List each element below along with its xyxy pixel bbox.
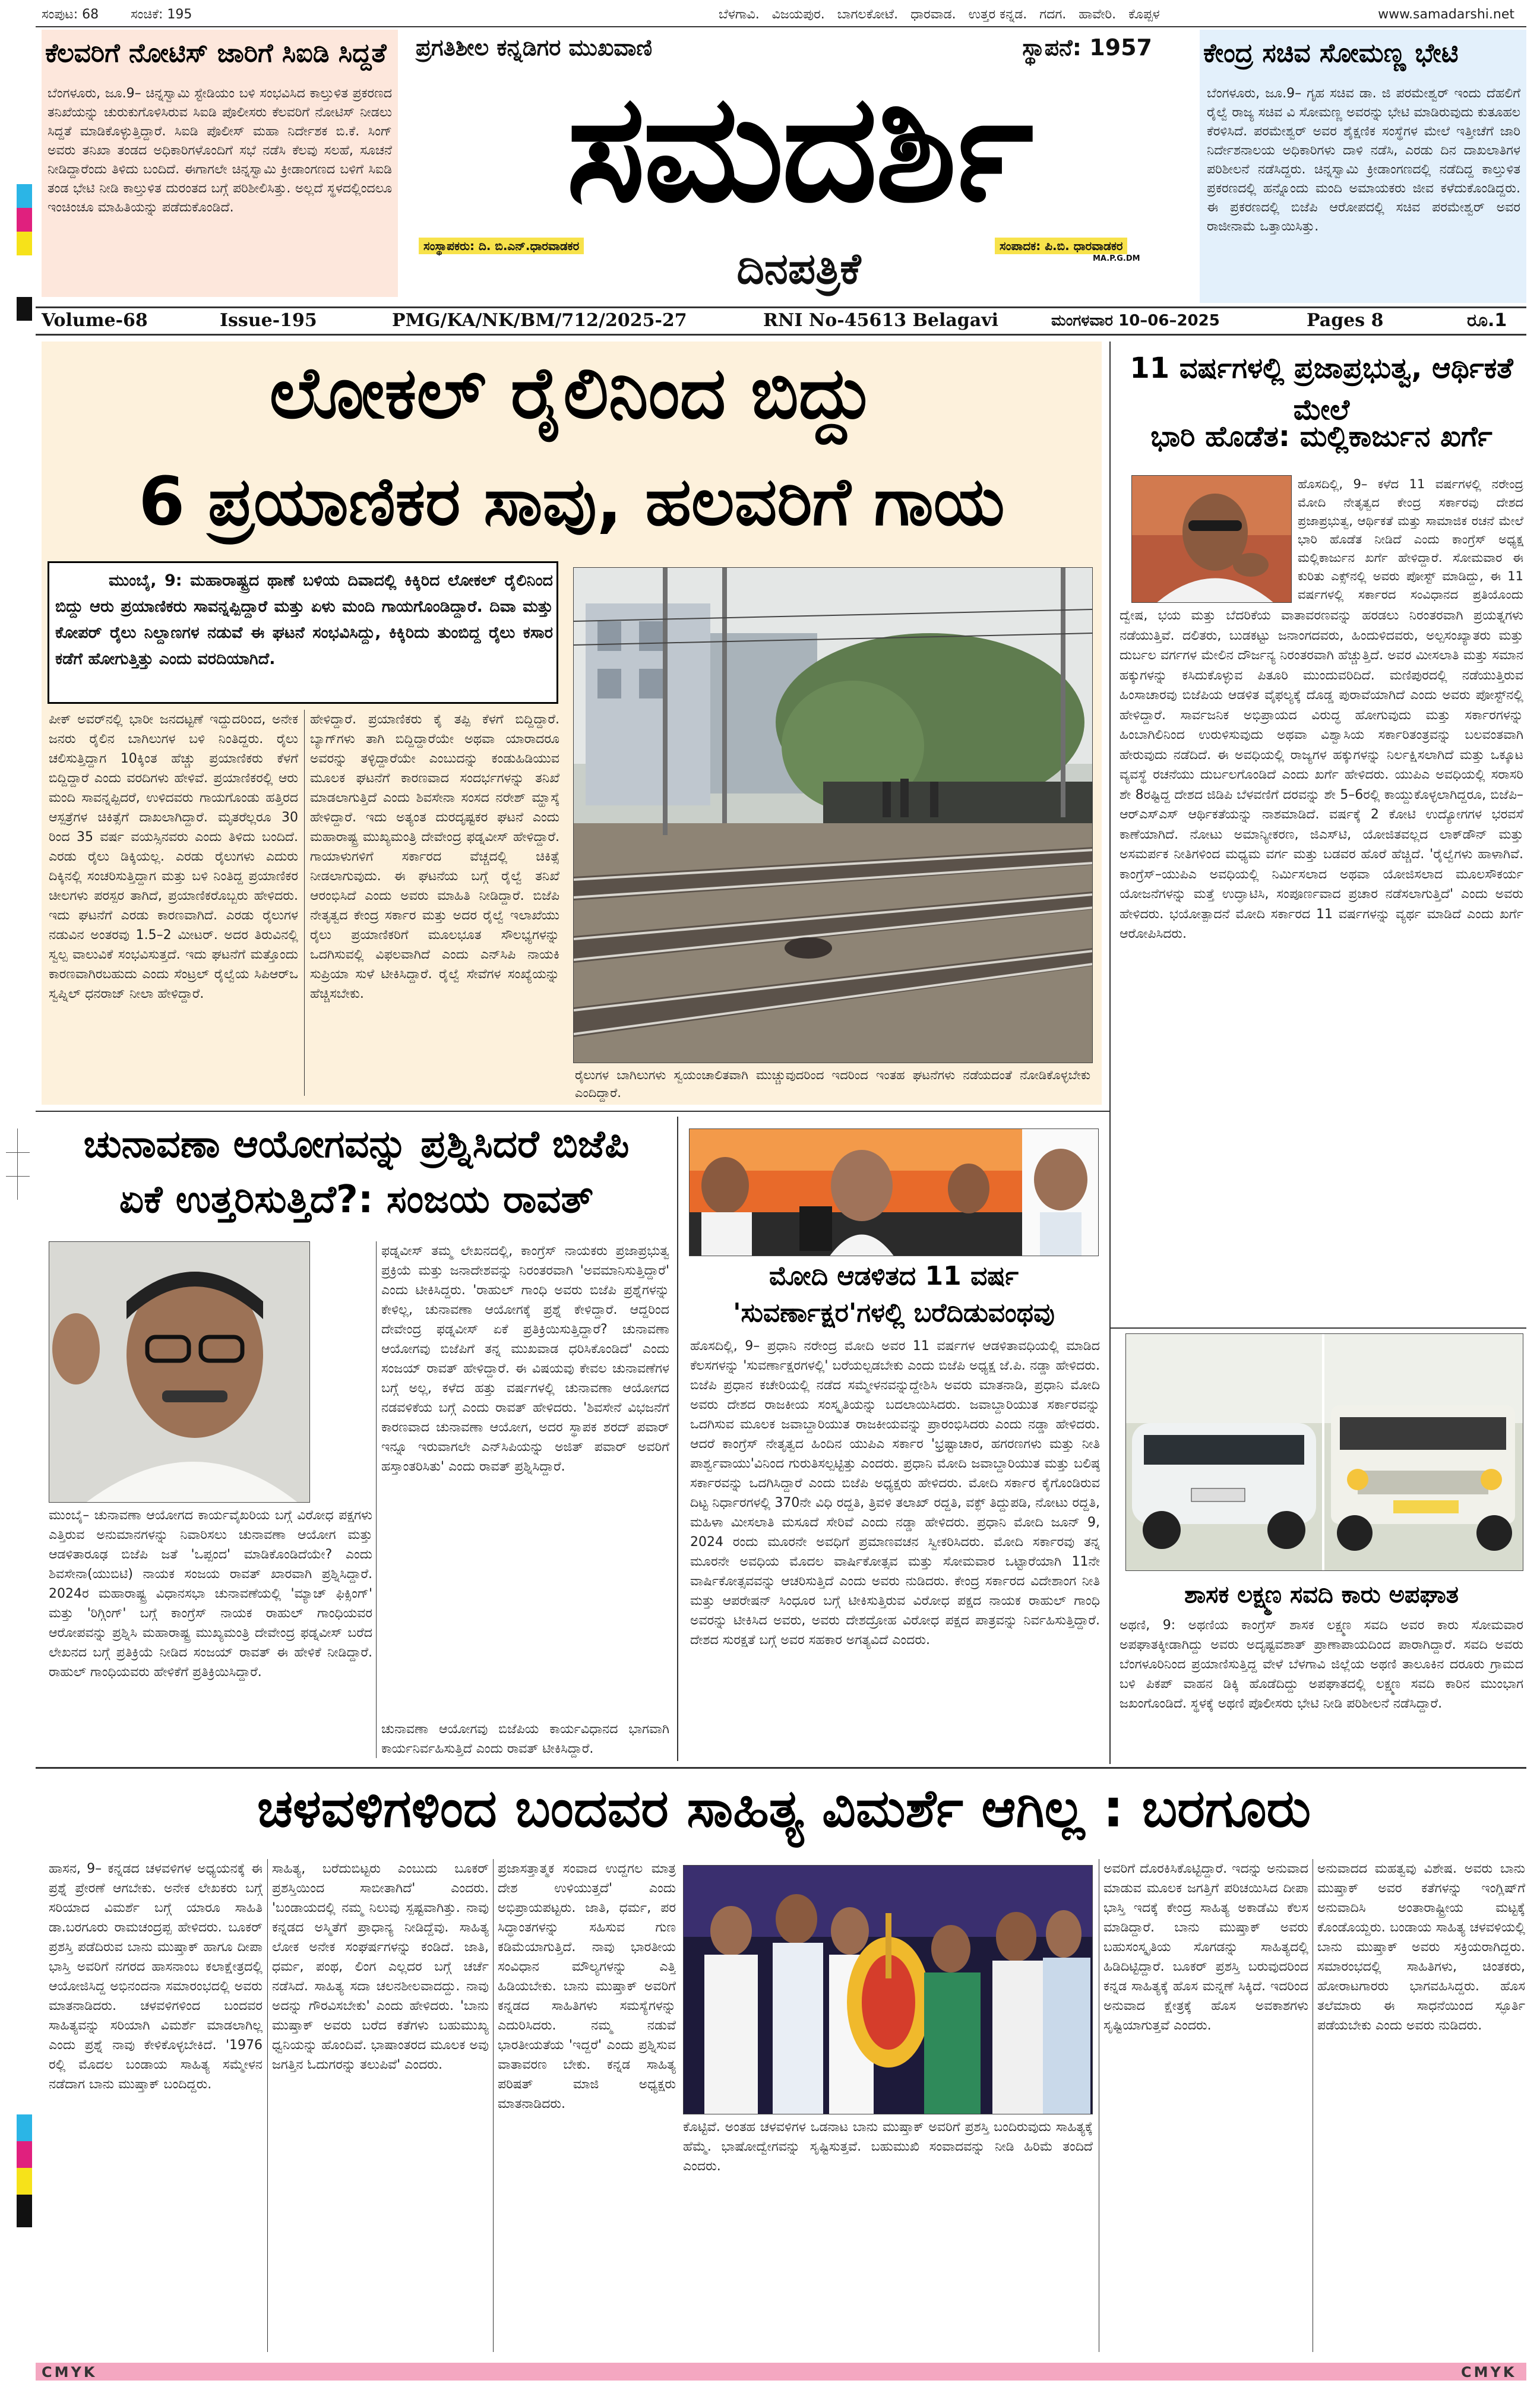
- lead-intro-box: [48, 561, 558, 704]
- cyan-swatch: [17, 184, 32, 208]
- baraguru-top-rule: [36, 1767, 1526, 1769]
- yellow-swatch-2: [17, 2168, 32, 2195]
- masthead-title: ಸಮದರ್ಶಿ: [566, 62, 1032, 235]
- right-teaser-box: [1200, 30, 1526, 303]
- baraguru-column-5: ಅವರಿಗೆ ದೊರಕಿಸಿಕೊಟ್ಟಿದ್ದಾರೆ. ಇದನ್ನು ಅನುವಾದ ಮಾಡುವ ಮೂಲಕ ಜಗತ್ತಿಗೆ ಪರಿಚಯಿಸಿದ ದೀಪಾ ಭಾಸ್ತಿ ಇದಕ್ಕೆ ಕೇಂದ್ರ ಸಾಹಿತ್ಯ ಅಕಾಡೆಮಿ ಕೆಲಸ ಮಾಡಿದ್ದಾರೆ. ಬಾನು ಮುಷ್ತಾಕ್ ಅವರು ಬಹುಸಂಸ್ಕೃತಿಯ ಸೊಗಡನ್ನು ಸಾಹಿತ್ಯದಲ್ಲಿ ಹಿಡಿದಿಟ್ಟಿದ್ದಾರೆ. ಬೂಕರ್ ಪ್ರಶಸ್ತಿ ಬರುವುದರಿಂದ ಕನ್ನಡ ಸಾಹಿತ್ಯಕ್ಕೆ ಹೊಸ ಮನ್ನಣೆ ಸಿಕ್ಕಿದೆ. ಇದರಿಂದ ಅನುವಾದ ಕ್ಷೇತ್ರಕ್ಕೆ ಹೊಸ ಅವಕಾಶಗಳು ಸೃಷ್ಟಿಯಾಗುತ್ತವೆ ಎಂದರು.: [1103, 1861, 1308, 2033]
- savadi-car-photo: [1125, 1333, 1523, 1571]
- baraguru-divider-2: [493, 1859, 494, 2352]
- baraguru-column-1: ಹಾಸನ, 9– ಕನ್ನಡದ ಚಳವಳಿಗಳ ಅಧ್ಯಯನಕ್ಕೆ ಈ ಪ್ರಶ್ನೆ ಪ್ರೇರಣೆ ಆಗಬೇಕು. ಅನೇಕ ಲೇಖಕರು ಬಗ್ಗೆ ಸರಿಯಾದ ವಿಮರ್ಶೆ ಬಗ್ಗೆ ಯಾರೂ ಸಾಹಿತಿ ಡಾ.ಬರಗೂರು ರಾಮಚಂದ್ರಪ್ಪ ಹೇಳಿದರು. ಬೂಕರ್ ಪ್ರಶಸ್ತಿ ಪಡೆದಿರುವ ಬಾನು ಮುಷ್ತಾಕ್ ಹಾಗೂ ದೀಪಾ ಭಾಸ್ತಿ ಅವರಿಗೆ ನಗರದ ಹಾಸನಾಂಬ ಕಲಾಕ್ಷೇತ್ರದಲ್ಲಿ ಆಯೋಜಿಸಿದ್ದ ಅಭಿನಂದನಾ ಸಮಾರಂಭದಲ್ಲಿ ಅವರು ಮಾತನಾಡಿದರು. ಚಳವಳಿಗಳಿಂದ ಬಂದವರ ಸಾಹಿತ್ಯವನ್ನು ಸರಿಯಾಗಿ ವಿಮರ್ಶೆ ಮಾಡಲಾಗಿಲ್ಲ ಎಂದು ಪ್ರಶ್ನೆ ನಾವು ಕೇಳಿಕೊಳ್ಳಬೇಕಿದೆ. '1976 ರಲ್ಲಿ ಮೊದಲ ಬಂಡಾಯ ಸಾಹಿತ್ಯ ಸಮ್ಮೇಳನ ನಡೆದಾಗ ಬಾನು ಮುಷ್ತಾಕ್ ಬಂದಿದ್ದರು.: [49, 1861, 263, 2092]
- website-link[interactable]: www.samadarshi.net: [1378, 7, 1514, 22]
- magenta-swatch-2: [17, 2141, 32, 2168]
- masthead-subtitle: ದಿನಪತ್ರಿಕೆ: [736, 244, 861, 293]
- railway-tracks-image: [574, 568, 1093, 1063]
- raut-photo: [49, 1241, 310, 1503]
- lead-headline-1: ಲೋಕಲ್ ರೈಲಿನಿಂದ ಬಿದ್ದು: [269, 352, 874, 435]
- yellow-swatch: [17, 232, 32, 255]
- info-bar: [42, 309, 1526, 333]
- raut-column-2: ಫಡ್ನವೀಸ್ ತಮ್ಮ ಲೇಖನದಲ್ಲಿ, ಕಾಂಗ್ರೆಸ್ ನಾಯಕರು ಪ್ರಜಾಪ್ರಭುತ್ವ ಪ್ರಕ್ರಿಯೆ ಮತ್ತು ಜನಾದೇಶವನ್ನು ನಿರಂತರವಾಗಿ 'ಅವಮಾನಿಸುತ್ತಿದ್ದಾರೆ' ಎಂದು ಟೀಕಿಸಿದ್ದರು. 'ರಾಹುಲ್ ಗಾಂಧಿ ಅವರು ಬಿಜೆಪಿ ಪ್ರಶ್ನೆಗಳನ್ನು ಕೇಳಿಲ್ಲ, ಚುನಾವಣಾ ಆಯೋಗಕ್ಕೆ ಪ್ರಶ್ನೆ ಕೇಳಿದ್ದಾರೆ. ಆದ್ದರಿಂದ ದೇವೇಂದ್ರ ಫಡ್ನವೀಸ್ ಏಕೆ ಪ್ರತಿಕ್ರಿಯಿಸುತ್ತಿದ್ದಾರೆ? ಚುನಾವಣಾ ಆಯೋಗವು ಬಿಜೆಪಿಗೆ ತನ್ನ ಮುಖವಾಡ ಧರಿಸಿಕೊಂಡಿದೆ' ಎಂದು ಸಂಜಯ್ ರಾವತ್ ಹೇಳಿದ್ದಾರೆ. ಈ ವಿಷಯವು ಕೇವಲ ಚುನಾವಣೆಗಳ ಬಗ್ಗೆ ಅಲ್ಲ, ಕಳೆದ ಹತ್ತು ವರ್ಷಗಳಲ್ಲಿ ಚುನಾವಣಾ ಆಯೋಗದ ನಡವಳಿಕೆಯ ಬಗ್ಗೆ ಎಂದು ರಾವತ್ ಹೇಳಿದರು. 'ಶಿವಸೇನೆ ವಿಭಜನೆಗೆ ಕಾರಣವಾದ ಚುನಾವಣಾ ಆಯೋಗ, ಅದರ ಸ್ಥಾಪಕ ಶರದ್ ಪವಾರ್ ಇನ್ನೂ ಇರುವಾಗಲೇ ಎನ್‌ಸಿಪಿಯನ್ನು ಅಜಿತ್ ಪವಾರ್ ಅವರಿಗೆ ಹಸ್ತಾಂತರಿಸಿತು' ಎಂದು ರಾವತ್ ಪ್ರಶ್ನಿಸಿದ್ದಾರೆ.: [381, 1244, 669, 1474]
- info-date: ಮಂಗಳವಾರ 10–06–2025: [1051, 312, 1220, 330]
- raut-portrait-image: [49, 1242, 310, 1503]
- right-teaser-headline: ಕೇಂದ್ರ ಸಚಿವ ಸೋಮಣ್ಣ ಭೇಟಿ: [1203, 38, 1459, 68]
- footer-bar: [36, 2363, 1526, 2381]
- editor-label: ಸಂಪಾದಕ: ಪಿ.ಬಿ. ಧಾರವಾಡಕರ: [995, 238, 1127, 254]
- press-conference-image: [690, 1129, 1099, 1256]
- info-pages: Pages 8: [1307, 310, 1384, 331]
- left-teaser-body: ಬೆಂಗಳೂರು, ಜೂ.9– ಚಿನ್ನಸ್ವಾಮಿ ಸ್ಟೇಡಿಯಂ ಬಳಿ ಸಂಭವಿಸಿದ ಕಾಲ್ತುಳಿತ ಪ್ರಕರಣದ ತನಿಖೆಯನ್ನು ಚುರುಕುಗೊಳಿಸಿರುವ ಸಿಐಡಿ ಪೊಲೀಸರು ಕೆಲವರಿಗೆ ನೋಟಿಸ್ ನೀಡಲು ಸಿದ್ದತೆ ಮಾಡಿಕೊಳ್ಳುತ್ತಿದ್ದಾರೆ. ಸಿಐಡಿ ಪೊಲೀಸ್ ಮಹಾ ನಿರ್ದೇಶಕ ಬಿ.ಕೆ. ಸಿಂಗ್ ಅವರು ತನಿಖಾ ತಂಡದ ಅಧಿಕಾರಿಗಳೊಂದಿಗೆ ಸಭೆ ನಡೆಸಿ ಕೆಲವು ಸಲಹೆ, ಸೂಚನೆ ನೀಡಿದ್ದಾರೆಂದು ತಿಳಿದು ಬಂದಿದೆ. ಈಗಾಗಲೇ ಚಿನ್ನಸ್ವಾಮಿ ಕ್ರೀಡಾಂಗಣದ ಬಳಿಗೆ ಸಿಐಡಿ ತಂಡ ಭೇಟಿ ನೀಡಿ ಕಾಲ್ತುಳಿತ ದುರಂತದ ಬಗ್ಗೆ ಪರಿಶೀಲಿಸಿತ್ತು. ಅಲ್ಲದೆ ಸ್ಥಳದಲ್ಲಿಂದಲೂ ಇಂಚಿಂಚೂ ಮಾಹಿತಿಯನ್ನು ಪಡೆದುಕೊಂಡಿದೆ.: [48, 86, 392, 215]
- baraguru-column-6: ಅನುವಾದದ ಮಹತ್ವವು ವಿಶೇಷ. ಅವರು ಬಾನು ಮುಷ್ತಾಕ್ ಅವರ ಕತೆಗಳನ್ನು ಇಂಗ್ಲಿಷ್‌ಗೆ ಅನುವಾದಿಸಿ ಅಂತಾರಾಷ್ಟ್ರೀಯ ಮಟ್ಟಕ್ಕೆ ಕೊಂಡೊಯ್ದರು. ಬಂಡಾಯ ಸಾಹಿತ್ಯ ಚಳವಳಿಯಲ್ಲಿ ಬಾನು ಮುಷ್ತಾಕ್ ಅವರು ಸಕ್ರಿಯರಾಗಿದ್ದರು. ಸಮಾರಂಭದಲ್ಲಿ ಸಾಹಿತಿಗಳು, ಚಿಂತಕರು, ಹೋರಾಟಗಾರರು ಭಾಗವಹಿಸಿದ್ದರು. ಹೊಸ ತಲೆಮಾರು ಈ ಸಾಧನೆಯಿಂದ ಸ್ಫೂರ್ತಿ ಪಡೆಯಬೇಕು ಎಂದು ಅವರು ನುಡಿದರು.: [1317, 1861, 1525, 2033]
- baraguru-event-photo: [683, 1865, 1093, 2114]
- right-column-rule: [1109, 342, 1111, 1764]
- felicitation-event-image: [684, 1866, 1093, 2114]
- volume-kn: ಸಂಪುಟ: 68: [42, 7, 99, 22]
- lead-headline-2: 6 ಪ್ರಯಾಣಿಕರ ಸಾವು, ಹಲವರಿಗೆ ಗಾಯ: [138, 463, 1005, 540]
- issue-kn: ಸಂಚಿಕೆ: 195: [131, 7, 192, 22]
- kharge-body-intro: ಹೊಸದಿಲ್ಲಿ, 9– ಕಳೆದ 11 ವರ್ಷಗಳಲ್ಲಿ ನರೇಂದ್ರ ಮೋದಿ ನೇತೃತ್ವದ ಕೇಂದ್ರ ಸರ್ಕಾರವು ದೇಶದ ಪ್ರಜಾಪ್ರಭುತ್ವ, ಆರ್ಥಿಕತೆ ಮತ್ತು ಸಾಮಾಜಿಕ ರಚನೆ ಮೇಲೆ ಭಾರಿ ಹೊಡೆತ ನೀಡಿದೆ ಎಂದು ಕಾಂಗ್ರೆಸ್ ಅಧ್ಯಕ್ಷ ಮಲ್ಲಿಕಾರ್ಜುನ ಖರ್ಗೆ ಹೇಳಿದ್ದಾರೆ. ಸೋಮವಾರ ಈ ಕುರಿತು ಎಕ್ಸ್‌ನಲ್ಲಿ ಅವರು ಪೋಸ್ಟ್ ಮಾಡಿದ್ದು, ಈ 11 ವರ್ಷಗಳಲ್ಲಿ ಸರ್ಕಾರದ ಸಂವಿಧಾನದ ಪ್ರತಿಯೊಂದು: [1298, 477, 1523, 602]
- modi-headline-1: ಮೋದಿ ಆಡಳಿತದ 11 ವರ್ಷ: [769, 1261, 1019, 1291]
- magenta-swatch: [17, 208, 32, 232]
- registration-cross: [6, 1128, 30, 1200]
- modi-story-photo: [689, 1128, 1099, 1256]
- info-rni: RNI No-45613 Belagavi: [763, 310, 999, 331]
- info-registration: PMG/KA/NK/BM/712/2025-27: [392, 310, 687, 331]
- black-swatch-2: [17, 2195, 32, 2227]
- footer-cmyk-right: CMYK: [1461, 2364, 1517, 2381]
- masthead-founded: ಸ್ಥಾಪನೆ: 1957: [1022, 34, 1152, 61]
- masthead-tagline: ಪ್ರಗತಿಶೀಲ ಕನ್ನಡಿಗರ ಮುಖವಾಣಿ: [416, 34, 653, 61]
- savadi-headline: ಶಾಸಕ ಲಕ್ಷ್ಮಣ ಸವದಿ ಕಾರು ಅಪಘಾತ: [1184, 1581, 1459, 1608]
- raut-modi-divider: [677, 1117, 678, 1761]
- baraguru-headline: ಚಳವಳಿಗಳಿಂದ ಬಂದವರ ಸಾಹಿತ್ಯ ವಿಮರ್ಶೆ ಆಗಿಲ್ಲ : ಬರಗೂರು: [257, 1778, 1311, 1839]
- raut-column-2b: ಚುನಾವಣಾ ಆಯೋಗವು ಬಿಜೆಪಿಯ ಕಾರ್ಯವಿಧಾನದ ಭಾಗವಾಗಿ ಕಾರ್ಯನಿರ್ವಹಿಸುತ್ತಿದೆ ಎಂದು ರಾವತ್ ಟೀಕಿಸಿದ್ದಾರೆ.: [381, 1722, 669, 1756]
- kharge-photo: [1131, 475, 1292, 603]
- lead-column-2: ಹೇಳಿದ್ದಾರೆ. ಪ್ರಯಾಣಿಕರು ಕೈ ತಪ್ಪಿ ಕೆಳಗೆ ಬಿದ್ದಿದ್ದಾರೆ. ಬ್ಯಾಗ್‌ಗಳು ತಾಗಿ ಬಿದ್ದಿದ್ದಾರೆಯೇ ಅಥವಾ ಯಾರಾದರೂ ಅವರನ್ನು ತಳ್ಳಿದ್ದಾರೆಯೇ ಎಂಬುದನ್ನು ಕಂಡುಹಿಡಿಯುವ ಮೂಲಕ ಘಟನೆಗೆ ಕಾರಣವಾದ ಸಂದರ್ಭಗಳನ್ನು ತನಿಖೆ ಮಾಡಲಾಗುತ್ತಿದೆ ಎಂದು ಶಿವಸೇನಾ ಸಂಸದ ನರೇಶ್ ಮ್ಹಾಸ್ಕೆ ಹೇಳಿದ್ದಾರೆ. ಇದು ಅತ್ಯಂತ ದುರದೃಷ್ಟಕರ ಘಟನೆ ಎಂದು ಮಹಾರಾಷ್ಟ್ರ ಮುಖ್ಯಮಂತ್ರಿ ದೇವೇಂದ್ರ ಫಡ್ನವೀಸ್ ಹೇಳಿದ್ದಾರೆ. ಗಾಯಾಳುಗಳಿಗೆ ಸರ್ಕಾರದ ವೆಚ್ಚದಲ್ಲಿ ಚಿಕಿತ್ಸೆ ನೀಡಲಾಗುವುದು. ಈ ಘಟನೆಯ ಬಗ್ಗೆ ರೈಲ್ವೆ ತನಿಖೆ ಆರಂಭಿಸಿದೆ ಎಂದು ಅವರು ಮಾಹಿತಿ ನೀಡಿದ್ದಾರೆ. ಬಿಜೆಪಿ ನೇತೃತ್ವದ ಕೇಂದ್ರ ಸರ್ಕಾರ ಮತ್ತು ಅದರ ರೈಲ್ವೆ ಇಲಾಖೆಯು ರೈಲು ಪ್ರಯಾಣಿಕರಿಗೆ ಮೂಲಭೂತ ಸೌಲಭ್ಯಗಳನ್ನು ಒದಗಿಸುವಲ್ಲಿ ವಿಫಲವಾಗಿದೆ ಎಂದು ಎನ್‌ಸಿಪಿ ನಾಯಕಿ ಸುಪ್ರಿಯಾ ಸುಳೆ ಟೀಕಿಸಿದ್ದಾರೆ. ರೈಲ್ವೆ ಸೇವೆಗಳ ಸಂಖ್ಯೆಯನ್ನು ಹೆಚ್ಚಿಸಬೇಕು.: [310, 712, 559, 1001]
- info-bar-top-rule: [36, 306, 1526, 308]
- info-bar-bottom-rule: [36, 334, 1526, 336]
- black-swatch: [17, 297, 32, 321]
- kharge-bottom-rule: [1111, 1327, 1526, 1329]
- baraguru-photo-caption: ಕೊಟ್ಟಿವೆ. ಅಂತಹ ಚಳವಳಿಗಳ ಒಡನಾಟ ಬಾನು ಮುಷ್ತಾಕ್ ಅವರಿಗೆ ಪ್ರಶಸ್ತಿ ಬಂದಿರುವುದು ಸಾಹಿತ್ಯಕ್ಕೆ ಹೆಮ್ಮೆ. ಭಾಷೋದ್ವೇಗವನ್ನು ಸೃಷ್ಟಿಸುತ್ತವೆ. ಬಹುಮುಖಿ ಸಂವಾದವನ್ನು ನೀಡಿ ಹಿರಿಮೆ ತಂದಿದೆ ಎಂದರು.: [683, 2120, 1093, 2174]
- kharge-body: ದ್ವೇಷ, ಭಯ ಮತ್ತು ಬೆದರಿಕೆಯ ವಾತಾವರಣವನ್ನು ಹರಡಲು ನಿರಂತರವಾಗಿ ಪ್ರಯತ್ನಗಳು ನಡೆಯುತ್ತಿವೆ. ದಲಿತರು, ಬುಡಕಟ್ಟು ಜನಾಂಗದವರು, ಹಿಂದುಳಿದವರು, ಅಲ್ಪಸಂಖ್ಯಾತರು ಮತ್ತು ದುರ್ಬಲ ವರ್ಗಗಳ ಮೇಲಿನ ದೌರ್ಜನ್ಯ ನಿರಂತರವಾಗಿ ಹೆಚ್ಚುತ್ತಿದೆ. ಅವರ ಮೀಸಲಾತಿ ಮತ್ತು ಸಮಾನ ಹಕ್ಕುಗಳನ್ನು ಕಸಿದುಕೊಳ್ಳುವ ಪಿತೂರಿ ಮುಂದುವರಿದಿದೆ. ಮಣಿಪುರದಲ್ಲಿ ನಡೆಯುತ್ತಿರುವ ಹಿಂಸಾಚಾರವು ಬಿಜೆಪಿಯ ಆಡಳಿತ ವೈಫಲ್ಯಕ್ಕೆ ದೊಡ್ಡ ಪುರಾವೆಯಾಗಿದೆ ಎಂದು ಅವರು ಪೋಸ್ಟ್‌ನಲ್ಲಿ ಹೇಳಿದ್ದಾರೆ. ಸಾರ್ವಜನಿಕ ಅಭಿಪ್ರಾಯದ ವಿರುದ್ಧ ಹೋಗುವುದು ಮತ್ತು ಸರ್ಕಾರಗಳನ್ನು ಹಿಂಬಾಗಿಲಿನಿಂದ ಉರುಳಿಸುವುದು ಅಥವಾ ವಿಶ್ವಾಸಿಯ ಸರ್ಕಾರಿತಂತ್ರವನ್ನು ಬಲವಂತವಾಗಿ ಹೇರುವುದು ನಡೆದಿದೆ. ಈ ಅವಧಿಯಲ್ಲಿ ರಾಜ್ಯಗಳ ಹಕ್ಕುಗಳನ್ನು ನಿರ್ಲಕ್ಷಿಸಲಾಗಿದೆ ಮತ್ತು ಒಕ್ಕೂಟ ವ್ಯವಸ್ಥೆ ರಚನೆಯು ದುರ್ಬಲಗೊಂಡಿದೆ ಎಂದು ಖರ್ಗೆ ಹೇಳಿದರು. ಯುಪಿಎ ಅವಧಿಯಲ್ಲಿ ಸರಾಸರಿ ಶೇ 8ರಷ್ಟಿದ್ದ ದೇಶದ ಜಿಡಿಪಿ ಬೆಳವಣಿಗೆ ದರವನ್ನು ಶೇ 5–6ರಲ್ಲಿ ಕಾಯ್ದುಕೊಳ್ಳಲಾಗಿದ್ದರೂ, ಬಿಜೆಪಿ–ಆರ್‌ಎಸ್‌ಎಸ್ ಆರ್ಥಿಕತೆಯನ್ನು ನಾಶಮಾಡಿದೆ. ವರ್ಷಕ್ಕೆ 2 ಕೋಟಿ ಉದ್ಯೋಗಗಳ ಭರವಸೆ ಕಾಣೆಯಾಗಿದೆ. ನೋಟು ಅಮಾನ್ಯೀಕರಣ, ಜಿಎಸ್‌ಟಿ, ಯೋಜಿತವಲ್ಲದ ಲಾಕ್‌ಡೌನ್ ಮತ್ತು ಅಸಮರ್ಪಕ ನೀತಿಗಳಿಂದ ಮಧ್ಯಮ ವರ್ಗ ಮತ್ತು ಬಡವರ ಹೊರೆ ಹೆಚ್ಚಿದೆ. 'ರೈಲ್ವೆಗಳು ಹಾಳಾಗಿವೆ. ಕಾಂಗ್ರೆಸ್–ಯುಪಿಎ ಅವಧಿಯಲ್ಲಿ ನಿರ್ಮಿಸಲಾದ ಅಥವಾ ಯೋಜಿಸಲಾದ ಮೂಲಸೌಕರ್ಯ ಯೋಜನೆಗಳನ್ನು ಮತ್ತೆ ಉದ್ಘಾಟಿಸಿ, ಸಂಪೂರ್ಣವಾದ ಪ್ರಚಾರ ನಡೆಸಲಾಗುತ್ತಿದೆ' ಎಂದು ಅವರು ಹೇಳಿದರು. ಭಯೋತ್ಪಾದನೆ ಮೋದಿ ಸರ್ಕಾರದ 11 ವರ್ಷಗಳನ್ನು ವ್ಯರ್ಥ ಮಾಡಿದೆ ಎಂದು ಖರ್ಗೆ ಆರೋಪಿಸಿದರು.: [1120, 608, 1523, 941]
- baraguru-divider-1: [267, 1859, 268, 2352]
- savadi-body: ಅಥಣಿ, 9: ಅಥಣಿಯ ಕಾಂಗ್ರೆಸ್ ಶಾಸಕ ಲಕ್ಷ್ಮಣ ಸವದಿ ಅವರ ಕಾರು ಸೋಮವಾರ ಅಪಘಾತಕ್ಕೀಡಾಗಿದ್ದು ಅವರು ಅದೃಷ್ಟವಶಾತ್ ಪ್ರಾಣಾಪಾಯದಿಂದ ಪಾರಾಗಿದ್ದಾರೆ. ಸವದಿ ಅವರು ಬೆಂಗಳೂರಿನಿಂದ ಪ್ರಯಾಣಿಸುತ್ತಿದ್ದ ವೇಳೆ ಬೆಳಗಾವಿ ಜಿಲ್ಲೆಯ ಅಥಣಿ ತಾಲೂಕಿನ ದರೂರು ಗ್ರಾಮದ ಬಳಿ ಪಿಕಪ್ ವಾಹನ ಡಿಕ್ಕಿ ಹೊಡೆದಿದ್ದು ಅಪಘಾತದಲ್ಲಿ ಲಕ್ಷ್ಮಣ ಸವದಿ ಕಾರಿನ ಮುಂಭಾಗ ಜಖಂಗೊಂಡಿದೆ. ಸ್ಥಳಕ್ಕೆ ಅಥಣಿ ಪೊಲೀಸರು ಭೇಟಿ ನೀಡಿ ಪರಿಶೀಲನೆ ನಡೆಸಿದ್ದಾರೆ.: [1120, 1618, 1523, 1711]
- lead-column-1: ಪೀಕ್ ಅವರ್‌ನಲ್ಲಿ ಭಾರೀ ಜನದಟ್ಟಣೆ ಇದ್ದುದರಿಂದ, ಅನೇಕ ಜನರು ರೈಲಿನ ಬಾಗಿಲುಗಳ ಬಳಿ ನಿಂತಿದ್ದರು. ರೈಲು ಚಲಿಸುತ್ತಿದ್ದಾಗ 10ಕ್ಕಿಂತ ಹೆಚ್ಚು ಪ್ರಯಾಣಿಕರು ಕೆಳಗೆ ಬಿದ್ದಿದ್ದಾರೆ ಎಂದು ವರದಿಗಳು ಹೇಳಿವೆ. ಪ್ರಯಾಣಿಕರಲ್ಲಿ ಆರು ಮಂದಿ ಸಾವನ್ನಪ್ಪಿದರೆ, ಉಳಿದವರು ಗಾಯಗೊಂಡು ಹತ್ತಿರದ ಆಸ್ಪತ್ರೆಗಳ ಚಿಕಿತ್ಸೆಗೆ ದಾಖಲಾಗಿದ್ದಾರೆ. ಮೃತರೆಲ್ಲರೂ 30 ರಿಂದ 35 ವರ್ಷ ವಯಸ್ಸಿನವರು ಎಂದು ತಿಳಿದು ಬಂದಿದೆ. ಎರಡು ರೈಲು ಡಿಕ್ಕಿಯಲ್ಲ. ಎರಡು ರೈಲುಗಳು ಎದುರು ದಿಕ್ಕಿನಲ್ಲಿ ಸಂಚರಿಸುತ್ತಿದ್ದಾಗ ಮತ್ತು ಬಳಿ ನಿಂತಿದ್ದ ಪ್ರಯಾಣಿಕರ ಚೀಲಗಳು ಪರಸ್ಪರ ತಾಗಿದೆ, ಪ್ರಯಾಣಿಕರೊಬ್ಬರು ಹೇಳಿದರು. ಇದು ಘಟನೆಗೆ ಎರಡು ಕಾರಣವಾಗಿದೆ. ಎರಡು ರೈಲುಗಳ ನಡುವಿನ ಅಂತರವು 1.5–2 ಮೀಟರ್. ಅದರ ತಿರುವಿನಲ್ಲಿ ಸ್ವಲ್ಪ ವಾಲುವಿಕೆ ಸಂಭವಿಸುತ್ತದೆ. ಇದು ಘಟನೆಗೆ ಮತ್ತೊಂದು ಕಾರಣವಾಗಿರಬಹುದು ಎಂದು ಸೆಂಟ್ರಲ್ ರೈಲ್ವೆಯ ಸಿಪಿಆರ್‌ಒ ಸ್ವಪ್ನಿಲ್ ಧನರಾಜ್ ನೀಲಾ ಹೇಳಿದ್ದಾರೆ.: [49, 712, 298, 1001]
- top-strip-rule: [36, 26, 1526, 27]
- lead-photo-caption: ರೈಲುಗಳ ಬಾಗಿಲುಗಳು ಸ್ವಯಂಚಾಲಿತವಾಗಿ ಮುಚ್ಚುವುದರಿಂದ ಇದರಿಂದ ಇಂತಹ ಘಟನೆಗಳು ನಡೆಯದಂತೆ ನೋಡಿಕೊಳ್ಳಬೇಕು ಎಂದಿದ್ದಾರೆ.: [575, 1068, 1090, 1100]
- lead-bottom-rule: [36, 1111, 1109, 1112]
- right-teaser-body: ಬೆಂಗಳೂರು, ಜೂ.9– ಗೃಹ ಸಚಿವ ಡಾ. ಜಿ ಪರಮೇಶ್ವರ್ ಇಂದು ದೆಹಲಿಗೆ ರೈಲ್ವೆ ರಾಜ್ಯ ಸಚಿವ ವಿ ಸೋಮಣ್ಣ ಅವರನ್ನು ಭೇಟಿ ಮಾಡಿರುವುದು ಕುತೂಹಲ ಕೆರಳಿಸಿದೆ. ಪರಮೇಶ್ವರ್ ಅವರ ಶೈಕ್ಷಣಿಕ ಸಂಸ್ಥೆಗಳ ಮೇಲೆ ಇತ್ತೀಚೆಗೆ ಜಾರಿ ನಿರ್ದೇಶನಾಲಯ ಅಧಿಕಾರಿಗಳು ದಾಳಿ ನಡೆಸಿ, ಎರಡು ದಿನ ದಾಖಲಾತಿಗಳ ಪರಿಶೀಲನೆ ನಡೆಸಿದ್ದರು. ಚಿನ್ನಸ್ವಾಮಿ ಕ್ರೀಡಾಂಗಣದಲ್ಲಿ ನಡೆದಿದ್ದ ಕಾಲ್ತುಳಿತ ಪ್ರಕರಣದಲ್ಲಿ ಹನ್ನೊಂದು ಮಂದಿ ಅಮಾಯಕರು ಜೀವ ಕಳೆದುಕೊಂಡಿದ್ದರು. ಈ ಪ್ರಕರಣದಲ್ಲಿ ಬಿಜೆಪಿ ಆರೋಪದಲ್ಲಿ ಸಚಿವ ಪರಮೇಶ್ವರ್ ಅವರ ರಾಜೀನಾಮೆ ಒತ್ತಾಯಿಸಿತ್ತು.: [1207, 86, 1520, 234]
- masthead: [404, 30, 1194, 303]
- founder-label: ಸಂಸ್ಥಾಪಕರು: ದಿ. ಬಿ.ಎನ್.ಧಾರವಾಡಕರ: [419, 238, 584, 254]
- baraguru-column-2: ಸಾಹಿತ್ಯ, ಬರೆದುಬಿಟ್ಟರು ಎಂಬುದು ಬೂಕರ್ ಪ್ರಶಸ್ತಿಯಿಂದ ಸಾಬೀತಾಗಿದೆ' ಎಂದರು. 'ಬಂಡಾಯದಲ್ಲಿ ನಮ್ಮ ನಿಲುವು ಸ್ಪಷ್ಟವಾಗಿತ್ತು. ನಾವು ಕನ್ನಡದ ಅಸ್ಮಿತೆಗೆ ಪ್ರಾಧಾನ್ಯ ನೀಡಿದ್ದೆವು. ಸಾಹಿತ್ಯ ಲೋಕ ಅನೇಕ ಸಂಘರ್ಷಗಳನ್ನು ಕಂಡಿದೆ. ಜಾತಿ, ಧರ್ಮ, ಪಂಥ, ಲಿಂಗ ಎಲ್ಲದರ ಬಗ್ಗೆ ಚರ್ಚೆ ನಡೆಸಿದೆ. ಸಾಹಿತ್ಯ ಸದಾ ಚಲನಶೀಲವಾದದ್ದು. ನಾವು ಅದನ್ನು ಗೌರವಿಸಬೇಕು' ಎಂದು ಹೇಳಿದರು. 'ಬಾನು ಮುಷ್ತಾಕ್ ಅವರು ಬರೆದ ಕತೆಗಳು ಬಹುಮುಖ್ಯ ಧ್ವನಿಯನ್ನು ಹೊಂದಿವೆ. ಭಾಷಾಂತರದ ಮೂಲಕ ಅವು ಜಗತ್ತಿನ ಓದುಗರನ್ನು ತಲುಪಿವೆ' ಎಂದರು.: [272, 1861, 489, 2072]
- top-strip: [42, 5, 1526, 26]
- kharge-headline-1: 11 ವರ್ಷಗಳಲ್ಲಿ ಪ್ರಜಾಪ್ರಭುತ್ವ, ಆರ್ಥಿಕತೆ ಮೇಲೆ: [1130, 352, 1513, 426]
- left-teaser-box: [42, 30, 398, 297]
- info-volume: Volume-68: [42, 310, 148, 331]
- lead-col-divider-1: [304, 710, 305, 1096]
- raut-column-1: ಮುಂಬೈ– ಚುನಾವಣಾ ಆಯೋಗದ ಕಾರ್ಯವೈಖರಿಯ ಬಗ್ಗೆ ವಿರೋಧ ಪಕ್ಷಗಳು ಎತ್ತಿರುವ ಅನುಮಾನಗಳನ್ನು ನಿವಾರಿಸಲು ಚುನಾವಣಾ ಆಯೋಗ ಮತ್ತು ಆಡಳಿತಾರೂಢ ಬಿಜೆಪಿ ಜತೆ 'ಒಪ್ಪಂದ' ಮಾಡಿಕೊಂಡಿದೆಯೇ? ಎಂದು ಶಿವಸೇನಾ(ಯುಬಿಟಿ) ನಾಯಕ ಸಂಜಯ ರಾವತ್ ಖಾರವಾಗಿ ಪ್ರಶ್ನಿಸಿದ್ದಾರೆ. 2024ರ ಮಹಾರಾಷ್ಟ್ರ ವಿಧಾನಸಭಾ ಚುನಾವಣೆಯಲ್ಲಿ 'ಮ್ಯಾಚ್ ಫಿಕ್ಸಿಂಗ್' ಮತ್ತು 'ರಿಗ್ಗಿಂಗ್' ಬಗ್ಗೆ ಕಾಂಗ್ರೆಸ್ ನಾಯಕ ರಾಹುಲ್ ಗಾಂಧಿಯವರ ಆರೋಪವನ್ನು ಪ್ರಶ್ನಿಸಿ ಮಹಾರಾಷ್ಟ್ರ ಮುಖ್ಯಮಂತ್ರಿ ದೇವೇಂದ್ರ ಫಡ್ನವೀಸ್ ಬರೆದ ಲೇಖನದ ಬಗ್ಗೆ ಪ್ರತಿಕ್ರಿಯೆ ನೀಡಿದ ಸಂಜಯ್ ರಾವತ್ ಈ ಹೇಳಿಕೆ ನೀಡಿದ್ದಾರೆ. ರಾಹುಲ್ ಗಾಂಧಿಯವರು ಹೇಳಿಕೆಗೆ ಪ್ರತಿಕ್ರಿಯಿಸಿದ್ದಾರೆ.: [49, 1508, 372, 1680]
- modi-headline-2: 'ಸುವರ್ಣಾಕ್ಷರ'ಗಳಲ್ಲಿ ಬರೆದಿಡುವಂಥವು: [733, 1298, 1055, 1328]
- editor-degree: MA.P.G.DM: [1093, 254, 1140, 263]
- footer-cmyk-left: CMYK: [42, 2364, 97, 2381]
- info-price: ರೂ.1: [1467, 310, 1507, 331]
- raut-col-divider: [376, 1241, 377, 1758]
- baraguru-column-3: ಪ್ರಜಾಸತ್ತಾತ್ಮಕ ಸಂವಾದ ಉದ್ದಗಲ ಮಾತ್ರ ದೇಶ ಉಳಿಯುತ್ತದೆ' ಎಂದು ಅಭಿಪ್ರಾಯಪಟ್ಟರು. ಜಾತಿ, ಧರ್ಮ, ಪರ ಸಿದ್ಧಾಂತಗಳನ್ನು ಸಹಿಸುವ ಗುಣ ಕಡಿಮೆಯಾಗುತ್ತಿದೆ. ನಾವು ಭಾರತೀಯ ಸಂವಿಧಾನ ಮೌಲ್ಯಗಳನ್ನು ಎತ್ತಿ ಹಿಡಿಯಬೇಕು. ಬಾನು ಮುಷ್ತಾಕ್ ಅವರಿಗೆ ಕನ್ನಡದ ಸಾಹಿತಿಗಳು ಸಮಸ್ಯೆಗಳನ್ನು ಎದುರಿಸಿದರು. ನಮ್ಮ ನಡುವೆ ಭಾರತೀಯತೆಯ 'ಇದ್ದರೆ' ಎಂದು ಪ್ರಶ್ನಿಸುವ ವಾತಾವರಣ ಬೇಕು. ಕನ್ನಡ ಸಾಹಿತ್ಯ ಪರಿಷತ್ ಮಾಜಿ ಅಧ್ಯಕ್ಷರು ಮಾತನಾಡಿದರು.: [498, 1861, 676, 2111]
- cyan-swatch-2: [17, 2114, 32, 2141]
- lead-intro: ಮುಂಬೈ, 9: ಮಹಾರಾಷ್ಟ್ರದ ಥಾಣೆ ಬಳಿಯ ದಿವಾದಲ್ಲಿ ಕಿಕ್ಕಿರಿದ ಲೋಕಲ್ ರೈಲಿನಿಂದ ಬಿದ್ದು ಆರು ಪ್ರಯಾಣಿಕರು ಸಾವನ್ನಪ್ಪಿದ್ದಾರೆ ಮತ್ತು ಏಳು ಮಂದಿ ಗಾಯಗೊಂಡಿದ್ದಾರೆ. ದಿವಾ ಮತ್ತು ಕೋಪರ್ ರೈಲು ನಿಲ್ದಾಣಗಳ ನಡುವೆ ಈ ಘಟನೆ ಸಂಭವಿಸಿದ್ದು, ಕಿಕ್ಕಿರಿದು ತುಂಬಿದ್ದ ರೈಲು ಕಸಾರ ಕಡೆಗೆ ಹೋಗುತ್ತಿತ್ತು ಎಂದು ವರದಿಯಾಗಿದೆ.: [55, 571, 553, 668]
- damaged-cars-image: [1126, 1334, 1523, 1571]
- kharge-headline-2: ಭಾರಿ ಹೊಡೆತ: ಮಲ್ಲಿಕಾರ್ಜುನ ಖರ್ಗೆ: [1150, 420, 1492, 453]
- train-accident-photo: [573, 567, 1093, 1063]
- cmyk-marks-bottom: [17, 2114, 32, 2233]
- kharge-portrait-image: [1132, 476, 1292, 603]
- modi-body: ಹೊಸದಿಲ್ಲಿ, 9– ಪ್ರಧಾನಿ ನರೇಂದ್ರ ಮೋದಿ ಅವರ 11 ವರ್ಷಗಳ ಆಡಳಿತಾವಧಿಯಲ್ಲಿ ಮಾಡಿದ ಕೆಲಸಗಳನ್ನು 'ಸುವರ್ಣಾಕ್ಷರಗಳಲ್ಲಿ' ಬರೆಯಲ್ಪಡಬೇಕು ಎಂದು ಬಿಜೆಪಿ ಅಧ್ಯಕ್ಷ ಜೆ.ಪಿ. ನಡ್ಡಾ ಹೇಳಿದರು. ಬಿಜೆಪಿ ಪ್ರಧಾನ ಕಚೇರಿಯಲ್ಲಿ ನಡೆದ ಸಮ್ಮೇಳನವನ್ನುದ್ದೇಶಿಸಿ ಅವರು ಮಾತನಾಡಿ, ಪ್ರಧಾನಿ ಮೋದಿ ಅವರು ದೇಶದ ರಾಜಕೀಯ ಸಂಸ್ಕೃತಿಯನ್ನು ಬದಲಾಯಿಸಿದರು. ಜವಾಬ್ದಾರಿಯುತ ಸರ್ಕಾರವನ್ನು ಒದಗಿಸುವ ಮೂಲಕ ಜವಾಬ್ದಾರಿಯುತ ರಾಜಕೀಯವನ್ನು ಪ್ರಾರಂಭಿಸಿದರು ಎಂದು ನಡ್ಡಾ ಹೇಳಿದರು. ಆದರೆ ಕಾಂಗ್ರೆಸ್ ನೇತೃತ್ವದ ಹಿಂದಿನ ಯುಪಿಎ ಸರ್ಕಾರ 'ಭ್ರಷ್ಟಾಚಾರ, ಹಗರಣಗಳು ಮತ್ತು ನೀತಿ ಪಾರ್ಶ್ವವಾಯು'ವಿನಿಂದ ಗುರುತಿಸಲ್ಪಟ್ಟಿತ್ತು ಎಂದರು. ಪ್ರಧಾನಿ ಮೋದಿ ಜವಾಬ್ದಾರಿಯುತ ಮತ್ತು ಬಲಿಷ್ಠ ಸರ್ಕಾರವನ್ನು ಒದಗಿಸಿದ್ದಾರೆ ಎಂದು ಬಿಜೆಪಿ ಅಧ್ಯಕ್ಷರು ಹೇಳಿದರು. ಮೋದಿ ಸರ್ಕಾರ ಕೈಗೊಂಡಿರುವ ದಿಟ್ಟ ನಿರ್ಧಾರಗಳಲ್ಲಿ 370ನೇ ವಿಧಿ ರದ್ದತಿ, ತ್ರಿವಳಿ ತಲಾಖ್ ರದ್ದತಿ, ವಕ್ಫ್ ತಿದ್ದುಪಡಿ, ನೋಟು ರದ್ದತಿ, ಮಹಿಳಾ ಮೀಸಲಾತಿ ಮಸೂದೆ ಸೇರಿವೆ ಎಂದು ನಡ್ಡಾ ಹೇಳಿದರು. ಪ್ರಧಾನಿ ಮೋದಿ ಜೂನ್ 9, 2024 ರಂದು ಮೂರನೇ ಅವಧಿಗೆ ಪ್ರಮಾಣವಚನ ಸ್ವೀಕರಿಸಿದರು. ಮೋದಿ ಸರ್ಕಾರವು ತನ್ನ ಮೂರನೇ ಅವಧಿಯ ಮೊದಲ ವಾರ್ಷಿಕೋತ್ಸವ ಮತ್ತು ಸೋಮವಾರ ಒಟ್ಟಾರೆಯಾಗಿ 11ನೇ ವಾರ್ಷಿಕೋತ್ಸವವನ್ನು ಆಚರಿಸುತ್ತಿದೆ ಎಂದು ಅವರು ನುಡಿದರು. ಕೇಂದ್ರ ಸರ್ಕಾರದ ವಿದೇಶಾಂಗ ನೀತಿ ಮತ್ತು ಆಪರೇಷನ್ ಸಿಂಧೂರ ಬಗ್ಗೆ ಟೀಕಿಸುತ್ತಿರುವ ವಿರೋಧ ಪಕ್ಷದ ನಾಯಕ ರಾಹುಲ್ ಗಾಂಧಿ ಅವರನ್ನು ಟೀಕಿಸಿದ ಅವರು, ಅವರು ದೇಶದ್ರೋಹ ವಿರೋಧ ಪಕ್ಷದ ಪಾತ್ರವನ್ನು ನಿರ್ವಹಿಸುತ್ತಿದ್ದಾರೆ. ದೇಶದ ಸುರಕ್ಷತೆ ಬಗ್ಗೆ ಅವರ ಸಹಕಾರ ಅಗತ್ಯವಿದೆ ಎಂದರು.: [690, 1339, 1100, 1648]
- raut-headline-2: ಏಕೆ ಉತ್ತರಿಸುತ್ತಿದೆ?: ಸಂಜಯ ರಾವತ್: [119, 1178, 594, 1222]
- cmyk-marks-top: [17, 184, 32, 333]
- raut-headline-1: ಚುನಾವಣಾ ಆಯೋಗವನ್ನು ಪ್ರಶ್ನಿಸಿದರೆ ಬಿಜೆಪಿ: [83, 1123, 630, 1167]
- district-list: ಬೆಳಗಾವಿ. ವಿಜಯಪುರ. ಬಾಗಲಕೋಟೆ. ಧಾರವಾಡ. ಉತ್ತರ ಕನ್ನಡ. ಗದಗ. ಹಾವೇರಿ. ಕೊಪ್ಪಳ: [719, 7, 1160, 22]
- left-teaser-headline: ಕೆಲವರಿಗೆ ನೋಟಿಸ್ ಜಾರಿಗೆ ಸಿಐಡಿ ಸಿದ್ದತೆ: [45, 38, 387, 68]
- info-issue: Issue-195: [220, 310, 317, 331]
